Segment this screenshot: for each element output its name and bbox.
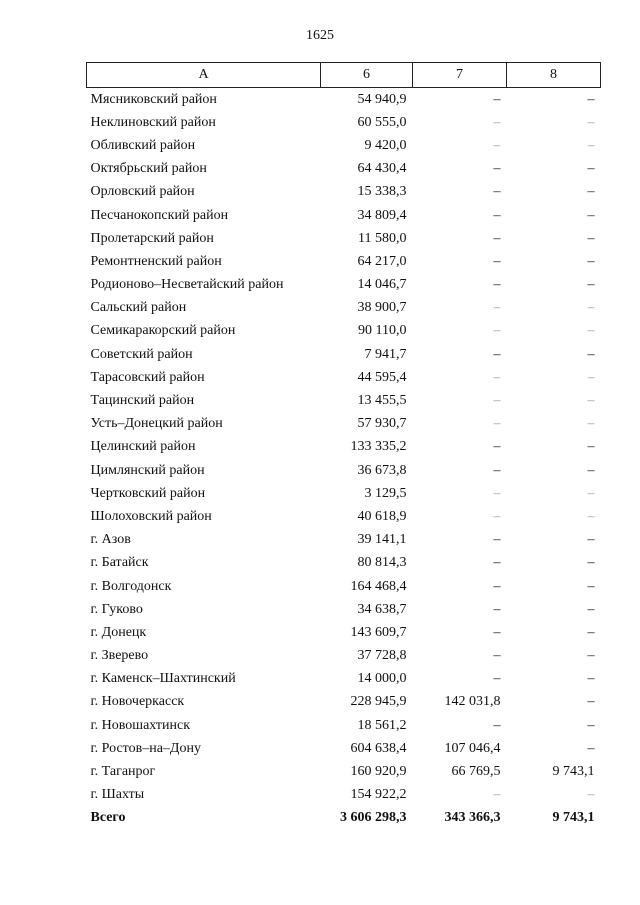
row-name: г. Каменск–Шахтинский [90,671,236,687]
row-name: Песчанокопский район [90,207,229,223]
value-col-6: 64 217,0 [357,253,407,269]
table-row [87,204,601,227]
value-col-8: – [587,91,595,107]
value-col-7: – [493,578,501,594]
value-col-6: 160 920,9 [350,764,407,780]
value-col-7: – [493,671,501,687]
table-row [87,413,601,436]
total-col-7: 343 366,3 [444,810,501,826]
table-row [87,459,601,482]
value-col-8: – [587,323,595,339]
value-col-7: – [493,161,501,177]
row-name: Чертковский район [90,485,206,501]
value-col-7: – [493,207,501,223]
row-name: Тацинский район [90,393,195,409]
table-row [87,552,601,575]
value-col-6: 9 420,0 [364,137,407,153]
table-row [87,88,601,112]
row-name: Неклиновский район [90,114,216,130]
total-label: Всего [90,810,126,826]
value-col-8: – [587,161,595,177]
value-col-6: 38 900,7 [357,300,407,316]
value-col-6: 39 141,1 [357,532,407,548]
value-col-6: 143 609,7 [350,624,407,640]
value-col-6: 14 000,0 [357,671,407,687]
table-body [87,88,601,831]
value-col-8: – [587,671,595,687]
value-col-7: – [493,369,501,385]
table-row [87,645,601,668]
value-col-7: – [493,416,501,432]
value-col-8: – [587,277,595,293]
value-col-8: – [587,462,595,478]
value-col-7: – [493,624,501,640]
value-col-8: – [587,485,595,501]
data-table [86,62,601,830]
table-row [87,158,601,181]
table-row [87,482,601,505]
value-col-7: – [493,485,501,501]
value-col-6: 90 110,0 [358,323,407,339]
value-col-7: 66 769,5 [451,764,501,780]
value-col-7: – [493,114,501,130]
row-name: Октябрьский район [90,161,207,177]
row-name: Орловский район [90,184,195,200]
value-col-6: 14 046,7 [357,277,407,293]
value-col-6: 7 941,7 [364,346,407,362]
value-col-8: – [587,532,595,548]
row-name: Родионово–Несветайский район [90,277,284,293]
table-row [87,134,601,157]
row-name: г. Новочеркасск [90,694,185,710]
total-col-8: 9 743,1 [552,810,595,826]
row-name: Обливский район [90,137,196,153]
value-col-6: 34 809,4 [357,207,407,223]
row-name: г. Батайск [90,555,149,571]
value-col-7: – [493,439,501,455]
row-name: Мясниковский район [90,91,217,107]
value-col-6: 11 580,0 [358,230,407,246]
table-row [87,343,601,366]
row-name: г. Новошахтинск [90,717,191,733]
value-col-6: 18 561,2 [357,717,407,733]
row-name: Цимлянский район [90,462,205,478]
row-name: г. Гуково [90,601,143,617]
header-col-8: 8 [507,63,601,88]
table-row [87,784,601,807]
value-col-6: 133 335,2 [350,439,407,455]
value-col-7: – [493,508,501,524]
table-row [87,737,601,760]
value-col-8: – [587,369,595,385]
table-row [87,181,601,204]
value-col-7: – [493,601,501,617]
value-col-7: – [493,717,501,733]
value-col-7: – [493,648,501,664]
row-name: Тарасовский район [90,369,205,385]
header-col-6: 6 [321,63,413,88]
value-col-6: 13 455,5 [357,393,407,409]
value-col-7: – [493,787,501,803]
table-row [87,598,601,621]
value-col-7: – [493,532,501,548]
header-row [87,63,601,88]
value-col-8: – [587,300,595,316]
value-col-6: 604 638,4 [350,740,407,756]
value-col-7: – [493,277,501,293]
row-name: г. Донецк [90,624,147,640]
table-row [87,621,601,644]
value-col-8: – [587,416,595,432]
table-row [87,529,601,552]
value-col-6: 34 638,7 [357,601,407,617]
table-row [87,227,601,250]
value-col-6: 64 430,4 [357,161,407,177]
total-col-6: 3 606 298,3 [340,810,407,826]
table-row [87,274,601,297]
row-name: г. Таганрог [90,764,156,780]
value-col-7: – [493,393,501,409]
value-col-8: – [587,137,595,153]
value-col-8: – [587,184,595,200]
value-col-7: 107 046,4 [444,740,501,756]
value-col-6: 36 673,8 [357,462,407,478]
header-col-a: А [87,63,321,88]
value-col-8: – [587,740,595,756]
page-number: 1625 [306,28,334,43]
value-col-8: – [587,508,595,524]
value-col-6: 37 728,8 [357,648,407,664]
value-col-8: – [587,114,595,130]
value-col-8: – [587,648,595,664]
value-col-8: – [587,578,595,594]
row-name: Семикаракорский район [90,323,236,339]
row-name: Пролетарский район [90,230,214,246]
table-row [87,320,601,343]
table-row [87,250,601,273]
value-col-6: 80 814,3 [357,555,407,571]
value-col-8: – [587,253,595,269]
value-col-7: – [493,300,501,316]
table-row [87,714,601,737]
value-col-7: – [493,253,501,269]
row-name: Шолоховский район [90,508,212,524]
value-col-8: – [587,787,595,803]
table-row [87,505,601,528]
value-col-8: – [587,624,595,640]
value-col-8: – [587,346,595,362]
table-row [87,760,601,783]
table-row [87,366,601,389]
row-name: г. Ростов–на–Дону [90,740,201,756]
table-row [87,691,601,714]
table-header [87,63,601,88]
value-col-8: – [587,601,595,617]
value-col-8: 9 743,1 [552,764,595,780]
value-col-7: – [493,184,501,200]
value-col-7: – [493,462,501,478]
table-row [87,297,601,320]
row-name: г. Волгодонск [90,578,172,594]
value-col-8: – [587,393,595,409]
value-col-6: 44 595,4 [357,369,407,385]
table-row [87,111,601,134]
row-name: Усть–Донецкий район [90,416,223,432]
row-name: г. Шахты [90,787,145,803]
row-name: Советский район [90,346,193,362]
row-name: г. Зверево [90,648,149,664]
header-col-7: 7 [413,63,507,88]
value-col-7: – [493,555,501,571]
row-name: Целинский район [90,439,196,455]
value-col-8: – [587,230,595,246]
value-col-7: – [493,91,501,107]
table-row [87,575,601,598]
value-col-6: 15 338,3 [357,184,407,200]
total-row [87,807,601,830]
value-col-8: – [587,717,595,733]
value-col-8: – [587,207,595,223]
value-col-7: – [493,323,501,339]
value-col-6: 40 618,9 [357,508,407,524]
value-col-6: 164 468,4 [350,578,407,594]
row-name: Сальский район [90,300,187,316]
value-col-7: – [493,137,501,153]
value-col-6: 154 922,2 [350,787,407,803]
row-name: г. Азов [90,532,131,548]
value-col-7: 142 031,8 [444,694,501,710]
row-name: Ремонтненский район [90,253,222,269]
value-col-8: – [587,439,595,455]
value-col-6: 54 940,9 [357,91,407,107]
value-col-6: 57 930,7 [357,416,407,432]
value-col-6: 3 129,5 [364,485,407,501]
value-col-8: – [587,694,595,710]
table-row [87,389,601,412]
value-col-6: 60 555,0 [357,114,407,130]
value-col-6: 228 945,9 [350,694,407,710]
value-col-7: – [493,346,501,362]
value-col-7: – [493,230,501,246]
table-row [87,668,601,691]
table-row [87,436,601,459]
value-col-8: – [587,555,595,571]
